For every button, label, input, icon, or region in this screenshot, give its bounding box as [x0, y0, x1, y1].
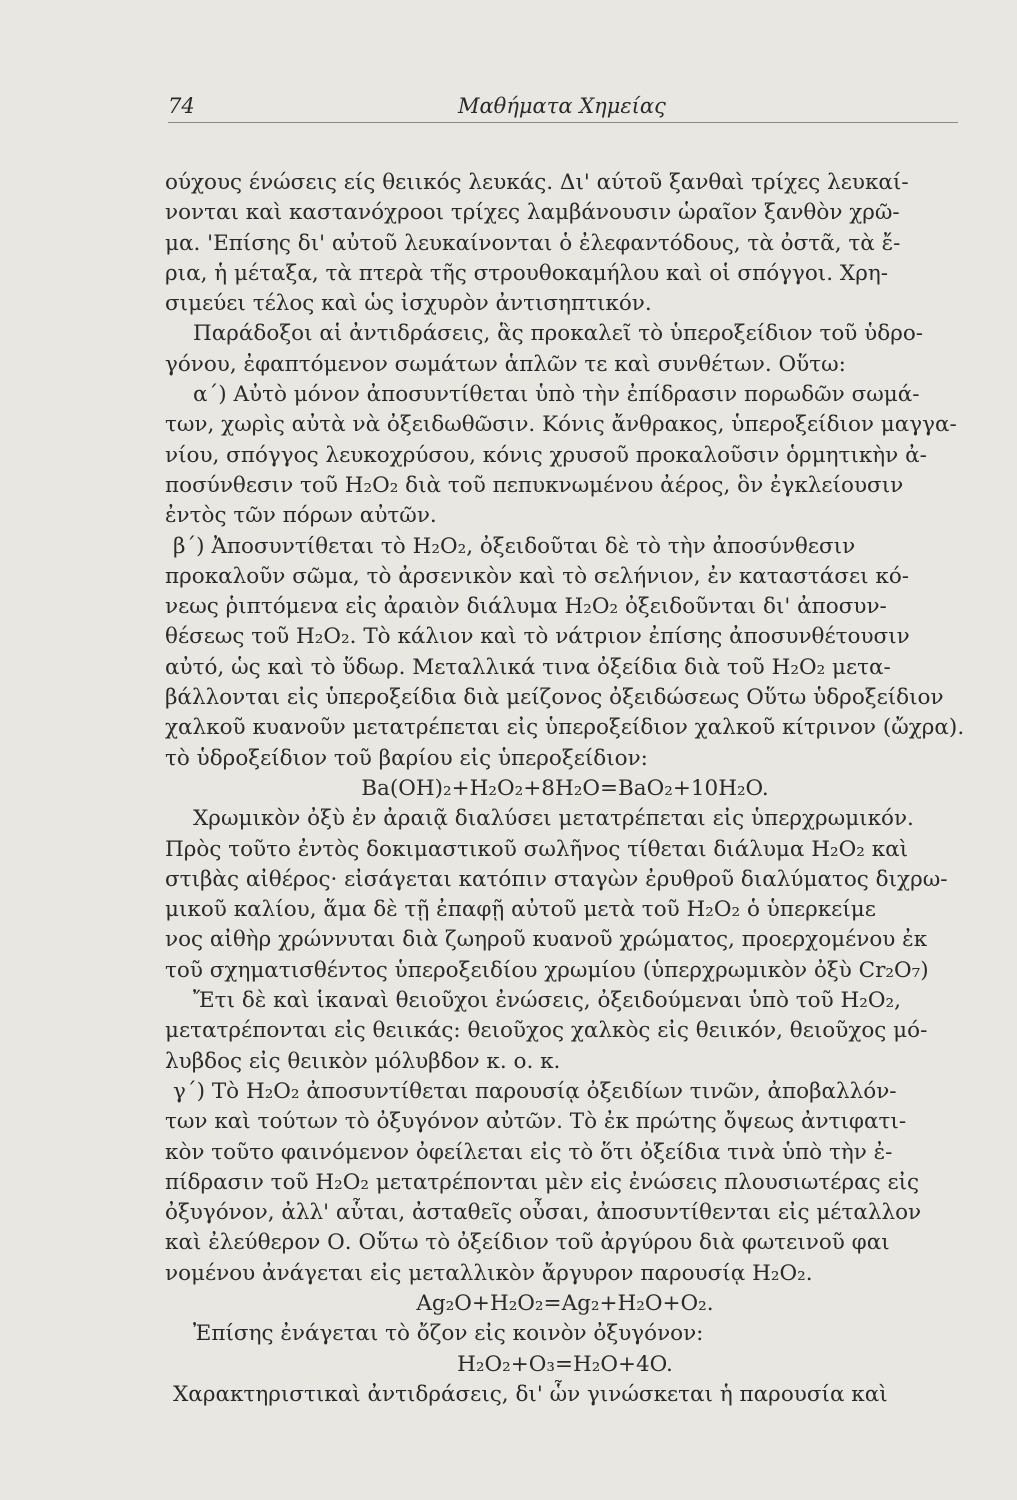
text-line: νος αἰθὴρ χρώννυται διὰ ζωηροῦ κυανοῦ χρώματος, προερχομένου ἐκ: [165, 927, 928, 953]
text-line: τοῦ σχηματισθέντος ὑπεροξειδίου χρωμίου (ὑπερχρωμικὸν ὀξὺ Cr₂O₇): [165, 957, 929, 983]
text-line: ούχους ένώσεις είς θειικός λευκάς. Δι' αύτοῦ ξανθαὶ τρίχες λευκαί-: [165, 170, 909, 195]
text-line: Παράδοξοι αἱ ἀντιδράσεις, ἃς προκαλεῖ τὸ ὑπεροξείδιον τοῦ ὑδρο-: [193, 321, 924, 347]
text-line: μα. 'Επίσης δι' αὐτοῦ λευκαίνονται ὁ ἐλεφαντόδους, τὰ ὀστᾶ, τὰ ἔ-: [165, 230, 901, 256]
text-line: ρια, ἡ μέταξα, τὰ πτερὰ τῆς στρουθοκαμήλου καὶ οἱ σπόγγοι. Χρη-: [165, 260, 888, 286]
text-line: γ΄) Τὸ H₂O₂ ἀποσυντίθεται παρουσίᾳ ὀξειδίων τινῶν, ἀποβαλλόν-: [173, 1078, 897, 1104]
running-title: Μαθήματα Χημείας: [458, 94, 666, 118]
text-line: Ἔτι δὲ καὶ ἱκαναὶ θειοῦχοι ἐνώσεις, ὀξειδούμεναι ὑπὸ τοῦ H₂O₂,: [193, 988, 901, 1014]
text-line: βάλλονται εἰς ὑπεροξείδια διὰ μείζονος ὀξειδώσεως Οὕτω ὑδροξείδιον: [165, 685, 944, 711]
text-line: χαλκοῦ κυανοῦν μετατρέπεται εἰς ὑπεροξείδιον χαλκοῦ κίτρινον (ὤχρα).: [165, 715, 965, 741]
text-line: των καὶ τούτων τὸ ὀξυγόνον αὐτῶν. Τὸ ἐκ πρώτης ὄψεως ἀντιφατι-: [165, 1109, 907, 1135]
formula-line: H₂O₂+O₃=H₂O+4O.: [457, 1351, 673, 1377]
text-line: Πρὸς τοῦτο ἐντὸς δοκιμαστικοῦ σωλῆνος τίθεται διάλυμα H₂O₂ καὶ: [165, 836, 909, 862]
formula-line: Ba(OH)₂+H₂O₂+8H₂O=BaO₂+10H₂O.: [361, 775, 769, 801]
text-line: στιβὰς αἰθέρος· εἰσάγεται κατόπιν σταγὼν ἐρυθροῦ διαλύματος διχρω-: [165, 866, 948, 892]
text-line: καὶ ἐλεύθερον Ο. Οὕτω τὸ ὀξείδιον τοῦ ἀργύρου διὰ φωτεινοῦ φαι: [165, 1230, 890, 1256]
text-line: νομένου ἀνάγεται εἰς μεταλλικὸν ἄργυρον παρουσίᾳ H₂O₂.: [165, 1260, 813, 1286]
text-line: νεως ῥιπτόμενα εἰς ἀραιὸν διάλυμα H₂O₂ ὀξειδοῦνται δι' ἀποσυν-: [165, 594, 887, 620]
text-line: Χρωμικὸν ὀξὺ ἐν ἀραιᾷ διαλύσει μετατρέπεται εἰς ὑπερχρωμικόν.: [193, 806, 914, 832]
formula-line: Ag₂O+H₂O₂=Ag₂+H₂O+O₂.: [416, 1290, 714, 1316]
text-line: μετατρέπονται εἰς θειικάς: θειοῦχος χαλκὸς εἰς θειικόν, θειοῦχος μό-: [165, 1018, 928, 1044]
text-line: προκαλοῦν σῶμα, τὸ ἀρσενικὸν καὶ τὸ σελήνιον, ἐν καταστάσει κό-: [165, 563, 910, 589]
page-header: [168, 92, 958, 123]
text-line: των, χωρὶς αὐτὰ νὰ ὀξειδωθῶσιν. Κόνις ἄνθρακος, ὑπεροξείδιον μαγγα-: [165, 412, 957, 438]
text-line: β΄) Ἀποσυντίθεται τὸ H₂O₂, ὀξειδοῦται δὲ τὸ τὴν ἀποσύνθεσιν: [173, 533, 856, 559]
text-line: σιμεύει τέλος καὶ ὡς ἰσχυρὸν ἀντισηπτικόν.: [165, 291, 652, 317]
text-line: ἐντὸς τῶν πόρων αὐτῶν.: [165, 503, 437, 529]
text-line: τὸ ὑδροξείδιον τοῦ βαρίου εἰς ὑπεροξείδιον:: [165, 745, 648, 771]
text-line: θέσεως τοῦ H₂O₂. Τὸ κάλιον καὶ τὸ νάτριον ἐπίσης ἀποσυνθέτουσιν: [165, 624, 910, 650]
text-line: πίδρασιν τοῦ H₂O₂ μετατρέπονται μὲν εἰς ἐνώσεις πλουσιωτέρας εἰς: [165, 1169, 920, 1195]
text-line: ποσύνθεσιν τοῦ H₂O₂ διὰ τοῦ πεπυκνωμένου ἀέρος, ὃν ἐγκλείουσιν: [165, 472, 904, 498]
text-line: Χαρακτηριστικαὶ ἀντιδράσεις, δι' ὧν γινώσκεται ἡ παρουσία καὶ: [173, 1381, 888, 1407]
page-number: 74: [168, 94, 195, 118]
text-line: κὸν τοῦτο φαινόμενον ὀφείλεται εἰς τὸ ὅτι ὀξείδια τινὰ ὑπὸ τὴν ἐ-: [165, 1139, 893, 1165]
text-line: Ἐπίσης ἐνάγεται τὸ ὄζον εἰς κοινὸν ὀξυγόνον:: [193, 1321, 704, 1347]
text-line: νίου, σπόγγος λευκοχρύσου, κόνις χρυσοῦ προκαλοῦσιν ὁρμητικὴν ἀ-: [165, 442, 927, 468]
text-line: μικοῦ καλίου, ἅμα δὲ τῇ ἐπαφῇ αὐτοῦ μετὰ τοῦ H₂O₂ ὁ ὑπερκείμε: [165, 897, 876, 923]
text-line: γόνου, ἐφαπτόμενον σωμάτων ἁπλῶν τε καὶ συνθέτων. Οὕτω:: [165, 351, 846, 377]
body-text: [165, 168, 965, 1410]
text-line: αὐτό, ὡς καὶ τὸ ὕδωρ. Μεταλλικά τινα ὀξείδια διὰ τοῦ H₂O₂ μετα-: [165, 654, 891, 680]
text-line: α΄) Αὐτὸ μόνον ἀποσυντίθεται ὑπὸ τὴν ἐπίδρασιν πορωδῶν σωμά-: [193, 382, 920, 408]
text-line: ὀξυγόνον, ἀλλ' αὗται, ἀσταθεῖς οὖσαι, ἀποσυντίθενται εἰς μέταλλον: [165, 1200, 922, 1226]
text-line: νονται καὶ καστανόχροοι τρίχες λαμβάνουσιν ὡραῖον ξανθὸν χρῶ-: [165, 200, 900, 226]
text-line: λυβδος εἰς θειικὸν μόλυβδον κ. ο. κ.: [165, 1048, 561, 1074]
